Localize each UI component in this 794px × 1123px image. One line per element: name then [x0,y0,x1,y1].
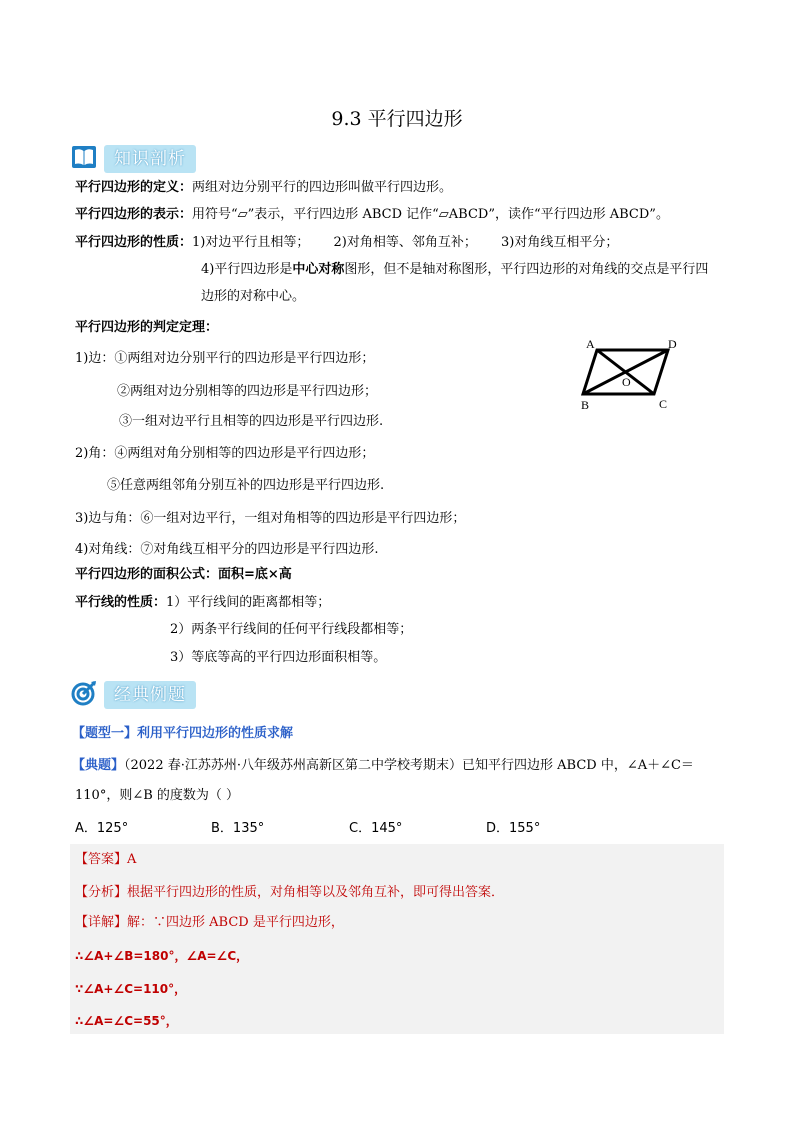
question-line-1 [72,757,694,775]
answer-line [75,851,136,869]
detail-text: 解：∵四边形 ABCD 是平行四边形， [127,915,344,930]
definition-text: 两组对边分别平行的四边形叫做平行四边形。 [192,180,453,195]
vertex-label-b: B [581,398,590,412]
option-c[interactable]: C．145° [349,821,403,836]
book-icon [70,143,98,175]
parallel-line-3: 3）等底等高的平行四边形面积相等。 [170,650,387,665]
solution-step-1: ∴∠A+∠B=180°，∠A=∠C， [75,949,249,963]
detail-tag: 【详解】 [75,915,128,930]
solution-step-3: ∴∠A=∠C=55°， [75,1014,178,1028]
property-3: 3)对角线互相平分； [500,235,619,250]
judgement-4: 2)角：④两组对角分别相等的四边形是平行四边形； [75,446,375,461]
answer-box [70,844,724,1034]
vertex-label-c: C [659,397,668,411]
analysis-text: 根据平行四边形的性质，对角相等以及邻角互补，即可得出答案． [127,885,505,900]
analysis-line [75,884,504,902]
knowledge-banner [70,144,196,174]
answer-tag: 【答案】 [75,852,128,867]
representation-line [75,206,669,224]
question-tag: 【典题】 [72,758,125,773]
property-4a: 4)平行四边形是 [201,262,293,277]
target-icon [70,679,98,711]
property-4-cont: 边形的对称中心。 [201,289,306,304]
property-2: 2)对角相等、邻角互补； [333,235,477,250]
parallel-1: 1）平行线间的距离都相等； [166,595,331,610]
analysis-tag: 【分析】 [75,885,128,900]
examples-banner [70,680,196,710]
question-type-label: 【题型一】利用平行四边形的性质求解 [72,726,294,741]
parallel-label: 平行线的性质： [75,595,167,610]
question-source: （2022 春·江苏苏州·八年级苏州高新区第二中学校考期末） [124,758,462,773]
detail-line [75,914,344,932]
definition-line [75,179,452,197]
representation-label: 平行四边形的表示： [75,207,193,222]
property-label: 平行四边形的性质： [75,235,193,250]
property-line [75,234,618,252]
vertex-label-d: D [668,337,677,351]
parallelogram-figure [570,334,690,420]
judgement-2: ②两组对边分别相等的四边形是平行四边形； [117,384,378,399]
judgement-5: ⑤任意两组邻角分别互补的四边形是平行四边形. [107,478,385,493]
option-b[interactable]: B．135° [211,821,265,836]
judgement-1: 1)边：①两组对边分别平行的四边形是平行四边形； [75,351,375,366]
parallel-line-1 [75,594,330,612]
vertex-label-a: A [586,337,595,351]
solution-step-2: ∵∠A+∠C=110°， [75,982,187,996]
section-label-knowledge: 知识剖析 [104,145,196,173]
area-formula: 平行四边形的面积公式：面积=底×高 [75,567,292,582]
property-4-keyword: 中心对称 [292,262,345,277]
center-label-o: O [622,375,631,389]
question-line-2: 110°，则∠B 的度数为（ ） [75,788,240,803]
option-a[interactable]: A．125° [75,821,129,836]
judgement-7: 4)对角线：⑦对角线互相平分的四边形是平行四边形. [75,542,379,557]
page-title: 9.3 平行四边形 [331,108,463,130]
judgement-6: 3)边与角：⑥一组对边平行，一组对角相等的四边形是平行四边形； [75,511,466,526]
option-d[interactable]: D．155° [486,821,541,836]
definition-label: 平行四边形的定义： [75,180,193,195]
judgement-label: 平行四边形的判定定理： [75,320,219,335]
property-4c: 图形，但不是轴对称图形，平行四边形的对角线的交点是平行四 [344,262,709,277]
question-text-a: 已知平行四边形 ABCD 中，∠A＋∠C＝ [462,758,694,773]
answer-value: A [127,852,137,867]
representation-text: 用符号“▱”表示，平行四边形 ABCD 记作“▱ABCD”，读作“平行四边形 ABCD”。 [192,207,669,222]
parallel-line-2: 2）两条平行线间的任何平行线段都相等； [170,622,413,637]
property-1: 1)对边平行且相等； [192,235,310,250]
section-label-examples: 经典例题 [104,681,196,709]
judgement-3: ③一组对边平行且相等的四边形是平行四边形. [119,414,384,429]
property-4-line [201,261,708,279]
